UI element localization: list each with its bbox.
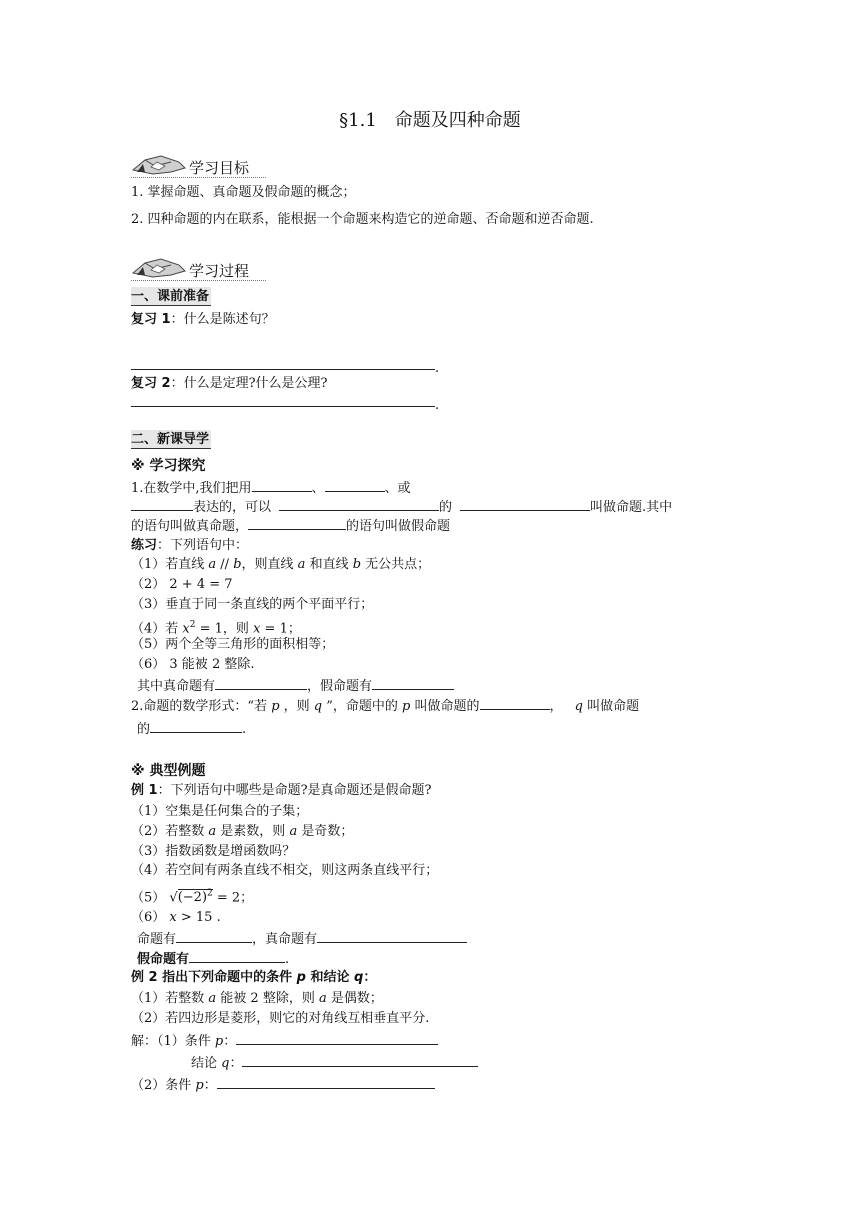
example-1-question: 例 1：下列语句中哪些是命题?是真命题还是假命题?: [131, 783, 432, 798]
blank[interactable]: [279, 497, 439, 511]
new-lesson-heading: 二、新课导学: [131, 432, 210, 447]
goal-item-2: 2. 四种命题的内在联系，能根据一个命题来构造它的逆命题、否命题和逆否命题.: [131, 212, 594, 227]
example-2-heading: 例 2 指出下列命题中的条件 p 和结论 q：: [131, 970, 377, 985]
question-2-line-2: 的 .: [137, 719, 246, 739]
page-title: §1.1 命题及四种命题: [339, 110, 521, 131]
blank[interactable]: [460, 497, 590, 511]
section-header-goals: [131, 152, 266, 178]
example-1-item-2: （2）若整数 a 是素数，则 a 是奇数；: [131, 824, 354, 839]
example-1-item-1: （1）空集是任何集合的子集；: [131, 804, 309, 819]
examples-heading: ※ 典型例题: [131, 763, 206, 779]
question-1-line-2: 表达的，可以 的 叫做命题.其中: [131, 497, 672, 517]
exercise-item-3: （3）垂直于同一条直线的两个平面平行；: [131, 597, 374, 612]
example-1-item-4: （4）若空间有两条直线不相交，则这两条直线平行；: [131, 863, 439, 878]
review-1: 复习 1：什么是陈述句？: [131, 312, 275, 327]
blank[interactable]: [189, 949, 285, 963]
blank[interactable]: [131, 497, 193, 511]
question-1-line-3: 的语句叫做真命题， 的语句叫做假命题: [131, 516, 450, 536]
solution-line-3: （2）条件 p：: [131, 1075, 435, 1095]
section-header-process: [131, 255, 266, 281]
blank[interactable]: [480, 696, 550, 710]
sqrt-expression: $√(-2)^2$: [169, 889, 213, 906]
blank[interactable]: [176, 929, 252, 943]
example-1-item-5: （5） $√(-2)^2 = 2$；: [131, 889, 254, 906]
prep-heading: 一、课前准备: [131, 289, 210, 304]
exercise-item-6: （6） 3 能被 2 整除.: [131, 657, 255, 672]
example-1-answers: 命题有 ，真命题有: [137, 929, 467, 949]
book-icon: [131, 255, 187, 279]
example-1-item-3: （3）指数函数是增函数吗？: [131, 844, 296, 859]
blank[interactable]: [317, 929, 467, 943]
blank[interactable]: [372, 676, 454, 690]
question-1-line-1: 1.在数学中,我们把用 、 、或: [131, 478, 411, 498]
blank[interactable]: [215, 676, 307, 690]
section-title: 学习目标: [189, 159, 250, 177]
blank[interactable]: [242, 1053, 478, 1067]
question-2: 2.命题的数学形式：“若 p ，则 q ”，命题中的 p 叫做命题的 ， q 叫做命题: [131, 696, 729, 716]
section-title: 学习过程: [189, 262, 250, 280]
blank[interactable]: [248, 516, 346, 530]
answer-line[interactable]: [131, 369, 435, 370]
solution-line-2: 结论 q：: [191, 1053, 478, 1073]
exercise-item-1: （1）若直线 a // b，则直线 a 和直线 b 无公共点；: [131, 557, 431, 572]
explore-heading: ※ 学习探究: [131, 458, 206, 474]
book-icon: [131, 152, 187, 176]
solution-line-1: 解：（1）条件 p：: [131, 1031, 438, 1051]
exercise-intro: 练习：下列语句中：: [131, 538, 249, 553]
review-2: 复习 2：什么是定理?什么是公理?: [131, 376, 328, 391]
exercise-answers: 其中真命题有 ，假命题有: [137, 676, 454, 696]
blank[interactable]: [236, 1031, 438, 1045]
blank[interactable]: [325, 478, 385, 492]
exercise-item-2: （2） 2 + 4 = 7: [131, 577, 233, 592]
blank[interactable]: [252, 478, 312, 492]
goal-item-1: 1. 掌握命题、真命题及假命题的概念；: [131, 185, 356, 200]
example-2-item-2: （2）若四边形是菱形，则它的对角线互相垂直平分.: [131, 1011, 430, 1026]
exercise-item-4: （4）若 $x^2 = 1$，则 x = 1；: [131, 620, 301, 637]
answer-line[interactable]: [131, 406, 435, 407]
example-1-answers-2: 假命题有 .: [137, 949, 289, 969]
example-1-item-6: （6） x > 15 .: [131, 910, 221, 925]
exercise-item-5: （5）两个全等三角形的面积相等；: [131, 637, 335, 652]
blank[interactable]: [217, 1075, 435, 1089]
blank[interactable]: [150, 719, 242, 733]
example-2-item-1: （1）若整数 a 能被 2 整除，则 a 是偶数；: [131, 991, 383, 1006]
